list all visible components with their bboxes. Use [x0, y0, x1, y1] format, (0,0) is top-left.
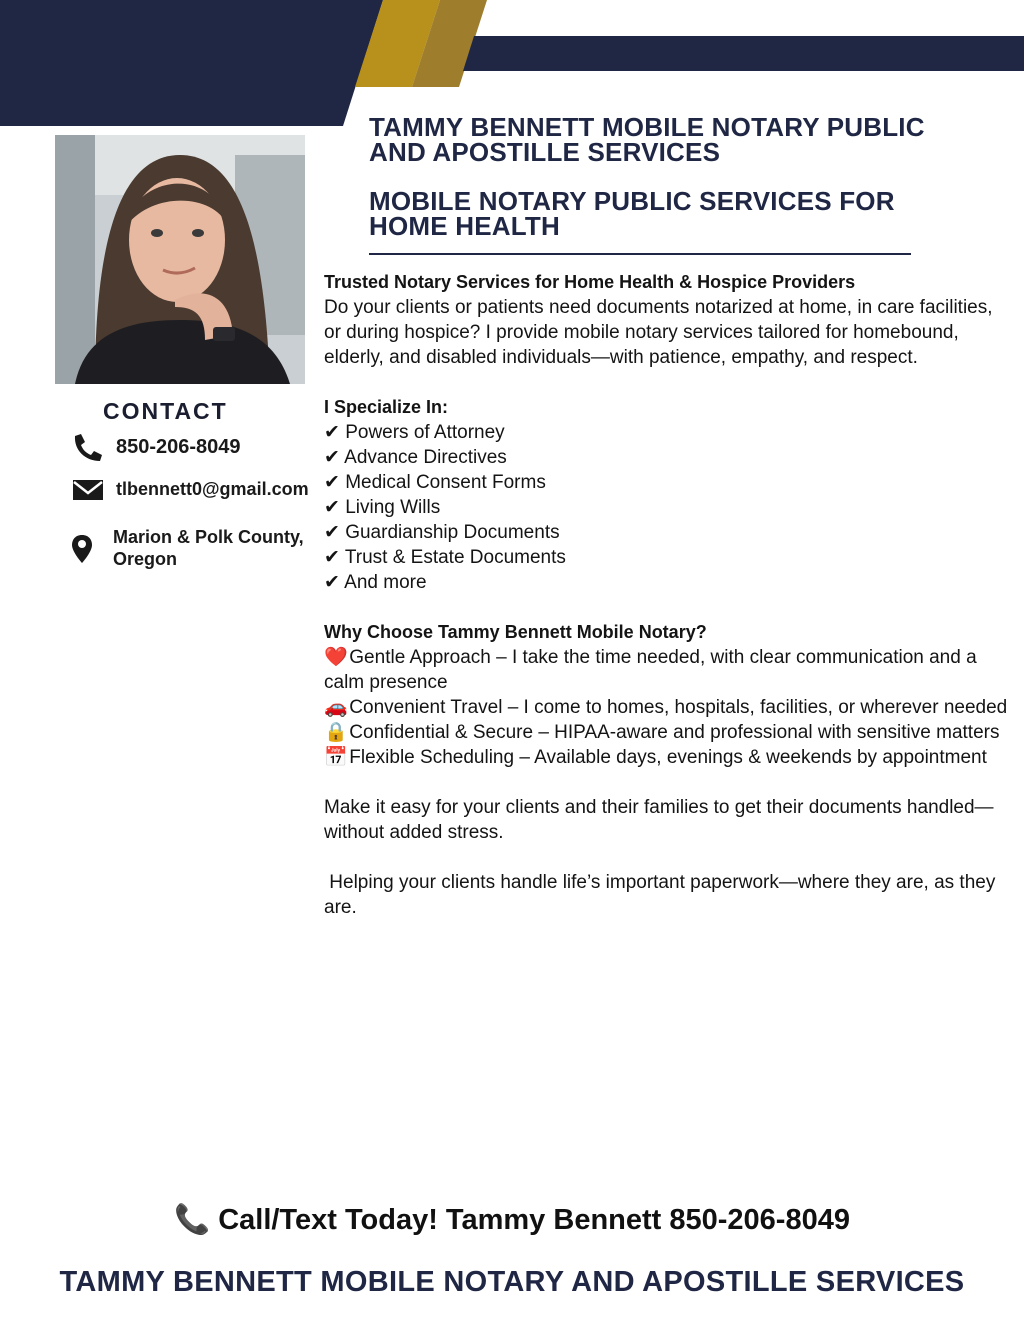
contact-location-text: Marion & Polk County, Oregon — [113, 527, 304, 569]
envelope-icon — [70, 476, 104, 506]
check-icon: ✔ — [324, 447, 340, 468]
contact-phone[interactable] — [70, 432, 241, 462]
contact-phone-text: 850-206-8049 — [116, 436, 241, 458]
list-item: ✔ Advance Directives — [324, 447, 507, 468]
title-divider — [369, 253, 911, 255]
phone-icon: 📞 — [174, 1204, 211, 1236]
list-item: ✔ Trust & Estate Documents — [324, 547, 566, 568]
contact-email[interactable] — [70, 476, 309, 506]
page-subtitle: MOBILE NOTARY PUBLIC SERVICES FOR HOME HEALTH — [369, 186, 895, 241]
footer-title: TAMMY BENNETT MOBILE NOTARY AND APOSTILLE SERVICES — [59, 1266, 965, 1298]
contact-location — [70, 526, 313, 570]
profile-photo — [55, 135, 305, 384]
list-item: ✔ Living Wills — [324, 497, 441, 518]
list-item: ✔ Guardianship Documents — [324, 522, 560, 543]
page-title: TAMMY BENNETT MOBILE NOTARY PUBLIC AND APOSTILLE SERVICES — [369, 112, 925, 167]
intro-text: Do your clients or patients need documents notarized at home, in care facilities, or during hospice? I provide mobile notary services tailored for homebound, elderly, and disabled individuals—with patience, empathy, and respect. — [324, 297, 993, 368]
phone-icon — [70, 432, 104, 462]
check-icon: ✔ — [324, 472, 340, 493]
header-navy-bar — [463, 36, 1024, 71]
calendar-icon: 📅 — [324, 747, 348, 768]
intro-heading: Trusted Notary Services for Home Health & Hospice Providers — [324, 272, 856, 292]
check-icon: ✔ — [324, 497, 340, 518]
list-item: ✔ Medical Consent Forms — [324, 472, 546, 493]
header-banner — [0, 0, 1024, 130]
check-icon: ✔ — [324, 572, 340, 593]
why-heading: Why Choose Tammy Bennett Mobile Notary? — [324, 622, 707, 642]
check-icon: ✔ — [324, 422, 340, 443]
check-icon: ✔ — [324, 547, 340, 568]
why-item: 🔒 Confidential & Secure – HIPAA-aware and professional with sensitive matters — [324, 722, 1000, 743]
list-item: ✔ Powers of Attorney — [324, 422, 505, 443]
check-icon: ✔ — [324, 522, 340, 543]
contact-heading: CONTACT — [103, 398, 228, 424]
closing-tagline: Helping your clients handle life’s important paperwork—where they are, as they are. — [324, 872, 1001, 918]
closing-text: Make it easy for your clients and their families to get their documents handled—without added stress. — [324, 797, 994, 843]
contact-email-text: tlbennett0@gmail.com — [116, 479, 309, 499]
specialize-heading: I Specialize In: — [324, 397, 449, 417]
lock-icon: 🔒 — [324, 722, 348, 743]
car-icon: 🚗 — [324, 697, 348, 718]
header-navy-block — [0, 0, 383, 126]
why-item: 📅 Flexible Scheduling – Available days, evenings & weekends by appointment — [324, 747, 987, 768]
why-item: ❤️ Gentle Approach – I take the time needed, with clear communication and a calm presence — [324, 647, 977, 693]
why-item: 🚗 Convenient Travel – I come to homes, hospitals, facilities, or wherever needed — [324, 697, 1008, 718]
list-item: ✔ And more — [324, 572, 427, 593]
call-to-action[interactable] — [0, 1203, 1024, 1237]
map-pin-icon — [70, 534, 104, 564]
heart-icon: ❤️ — [324, 647, 348, 668]
cta-text: Call/Text Today! Tammy Bennett 850-206-8049 — [218, 1204, 850, 1236]
main-content — [324, 270, 1014, 920]
